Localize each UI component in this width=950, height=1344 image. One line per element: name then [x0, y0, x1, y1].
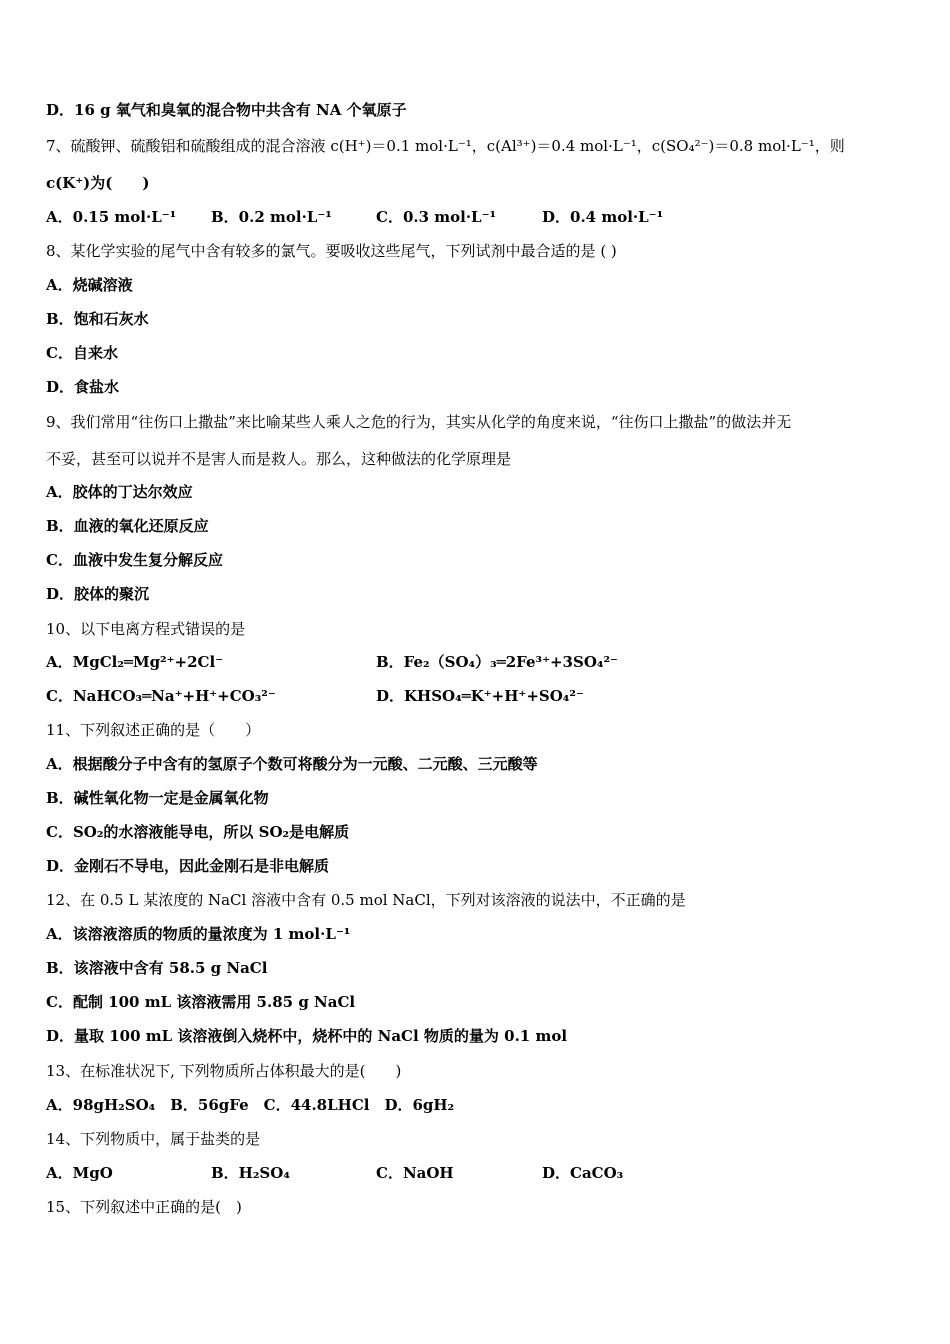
- q11-option-a: A．根据酸分子中含有的氢原子个数可将酸分为一元酸、二元酸、三元酸等: [46, 755, 538, 773]
- q10-option-a: A．MgCl₂═Mg²⁺+2Cl⁻: [46, 653, 224, 671]
- q12-option-a: A．该溶液溶质的物质的量浓度为 1 mol·L⁻¹: [46, 925, 351, 943]
- q12-option-b: B．该溶液中含有 58.5 g NaCl: [46, 959, 268, 977]
- q14-stem: 14、下列物质中，属于盐类的是: [46, 1130, 261, 1148]
- q7-option-d: D．0.4 mol·L⁻¹: [542, 208, 664, 226]
- q7-options: [46, 207, 906, 227]
- q7-option-b: B．0.2 mol·L⁻¹: [211, 208, 332, 226]
- q10-stem: 10、以下电离方程式错误的是: [46, 620, 246, 638]
- q8-stem: 8、某化学实验的尾气中含有较多的氯气。要吸收这些尾气，下列试剂中最合适的是 ( ): [46, 242, 617, 260]
- q14-option-a: A．MgO: [46, 1164, 113, 1182]
- q11-option-d: D．金刚石不导电，因此金刚石是非电解质: [46, 857, 330, 875]
- q7-stem-line2: c(K⁺)为( ): [46, 174, 150, 192]
- q8-option-a: A．烧碱溶液: [46, 276, 133, 294]
- q8-option-b: B．饱和石灰水: [46, 310, 149, 328]
- q9-option-a: A．胶体的丁达尔效应: [46, 483, 193, 501]
- q11-option-b: B．碱性氧化物一定是金属氧化物: [46, 789, 269, 807]
- q15-stem: 15、下列叙述中正确的是( ): [46, 1198, 242, 1216]
- q11-option-c: C．SO₂的水溶液能导电，所以 SO₂是电解质: [46, 823, 350, 841]
- q13-stem: 13、在标准状况下, 下列物质所占体积最大的是( ): [46, 1062, 402, 1080]
- q8-option-d: D．食盐水: [46, 378, 120, 396]
- q9-stem-line1: 9、我们常用“往伤口上撒盐”来比喻某些人乘人之危的行为，其实从化学的角度来说，“往伤口上撒盐”的做法并无: [46, 413, 792, 431]
- q6-option-d: D．16 g 氧气和臭氧的混合物中共含有 NA 个氧原子: [46, 101, 407, 119]
- q10-options-row2: [46, 686, 906, 706]
- q10-option-b: B．Fe₂（SO₄）₃═2Fe³⁺+3SO₄²⁻: [376, 653, 618, 671]
- q10-option-d: D．KHSO₄═K⁺+H⁺+SO₄²⁻: [376, 687, 584, 705]
- q10-options-row1: [46, 652, 906, 672]
- q9-option-d: D．胶体的聚沉: [46, 585, 150, 603]
- q9-stem-line2: 不妥，甚至可以说并不是害人而是救人。那么，这种做法的化学原理是: [46, 450, 512, 468]
- q14-options: [46, 1163, 906, 1183]
- q12-option-d: D．量取 100 mL 该溶液倒入烧杯中，烧杯中的 NaCl 物质的量为 0.1 mol: [46, 1027, 568, 1045]
- q11-stem: 11、下列叙述正确的是（ ）: [46, 721, 261, 739]
- q14-option-c: C．NaOH: [376, 1164, 454, 1182]
- q10-option-c: C．NaHCO₃═Na⁺+H⁺+CO₃²⁻: [46, 687, 276, 705]
- q13-options: A．98gH₂SO₄ B．56gFe C．44.8LHCl D．6gH₂: [46, 1096, 455, 1114]
- q7-option-a: A．0.15 mol·L⁻¹: [46, 208, 177, 226]
- q14-option-d: D．CaCO₃: [542, 1164, 624, 1182]
- q12-option-c: C．配制 100 mL 该溶液需用 5.85 g NaCl: [46, 993, 356, 1011]
- q14-option-b: B．H₂SO₄: [211, 1164, 290, 1182]
- q9-option-c: C．血液中发生复分解反应: [46, 551, 223, 569]
- q12-stem: 12、在 0.5 L 某浓度的 NaCl 溶液中含有 0.5 mol NaCl，下列对该溶液的说法中，不正确的是: [46, 891, 686, 909]
- q7-stem-line1: 7、硫酸钾、硫酸铝和硫酸组成的混合溶液 c(H⁺)＝0.1 mol·L⁻¹，c(Al³⁺)＝0.4 mol·L⁻¹，c(SO₄²⁻)＝0.8 mol·L⁻¹，则: [46, 137, 845, 155]
- q9-option-b: B．血液的氧化还原反应: [46, 517, 209, 535]
- q7-option-c: C．0.3 mol·L⁻¹: [376, 208, 497, 226]
- q8-option-c: C．自来水: [46, 344, 118, 362]
